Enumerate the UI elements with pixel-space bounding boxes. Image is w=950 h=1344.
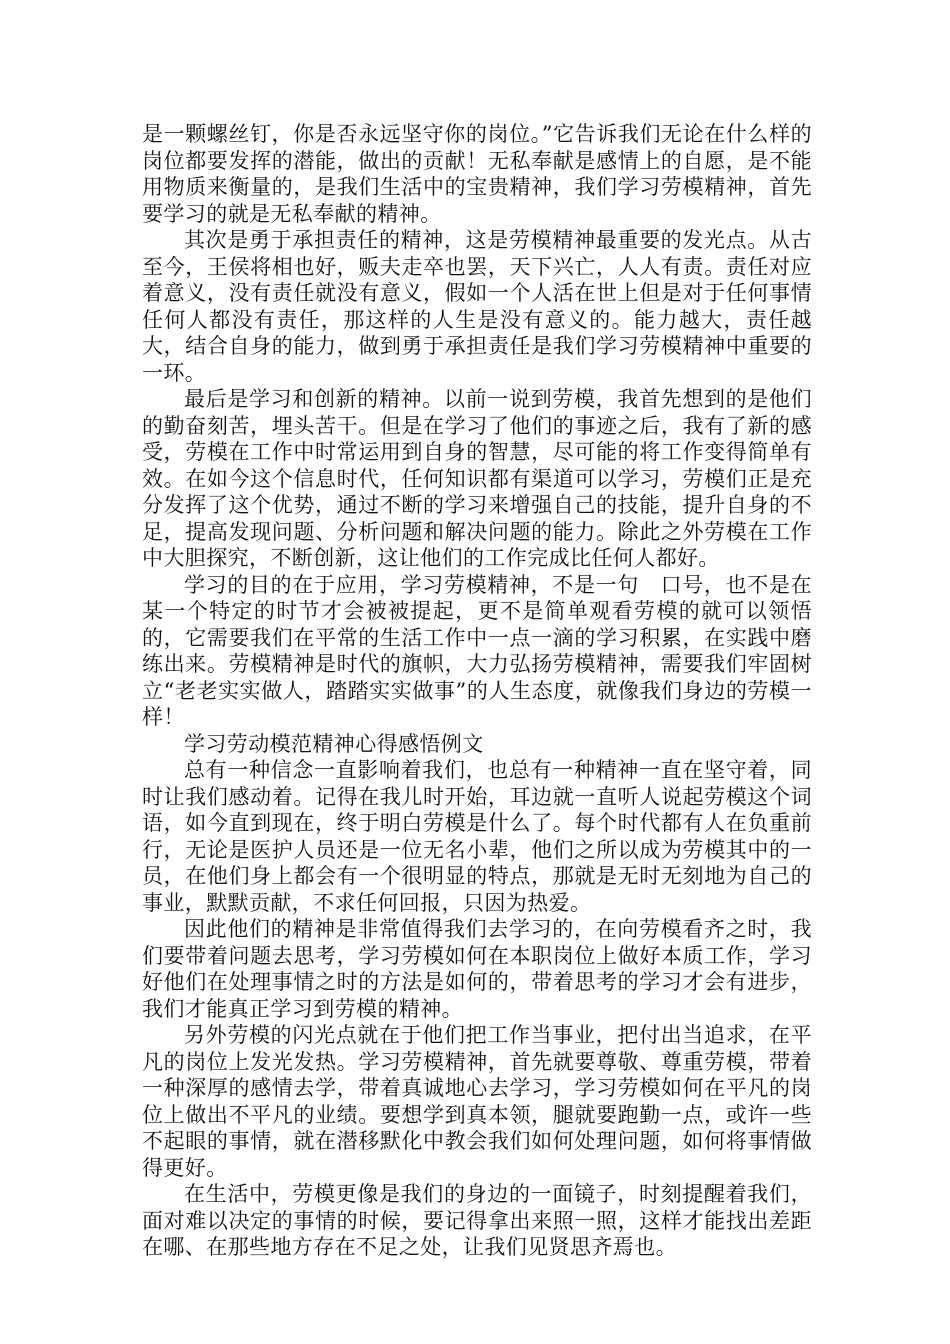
paragraph-responsibility: 其次是勇于承担责任的精神，这是劳模精神最重要的发光点。从古至今，王侯将相也好，贩夫走卒也罢，天下兴亡，人人有责。责任对应着意义，没有责任就没有意义，假如一个人活在世上但是对于任何事情任何人都没有责任，那这样的人生是没有意义的。能力越大，责任越大，结合自身的能力，做到勇于承担责任是我们学习劳模精神中重要的一环。 (142, 228, 812, 385)
document-body (142, 121, 812, 1261)
paragraph-application: 学习的目的在于应用，学习劳模精神，不是一句 口号，也不是在某一个特定的时节才会被被提起，更不是简单观看劳模的就可以领悟的，它需要我们在平常的生活工作中一点一滴的学习积累，在实践中磨练出来。劳模精神是时代的旗帜，大力弘扬劳模精神，需要我们牢固树立“老老实实做人，踏踏实实做事”的人生态度，就像我们身边的劳模一样！ (142, 572, 812, 729)
section-title: 学习劳动模范精神心得感悟例文 (184, 731, 484, 756)
paragraph-belief: 总有一种信念一直影响着我们，也总有一种精神一直在坚守着，同时让我们感动着。记得在我儿时开始，耳边就一直听人说起劳模这个词语，如今直到现在，终于明白劳模是什么了。每个时代都有人在负重前行，无论是医护人员还是一位无名小辈，他们之所以成为劳模其中的一员，在他们身上都会有一个很明显的特点，那就是无时无刻地为自己的事业，默默贡献，不求任何回报，只因为热爱。 (142, 758, 812, 915)
paragraph-continued: 是一颗螺丝钉，你是否永远坚守你的岗位。”它告诉我们无论在什么样的岗位都要发挥的潜能，做出的贡献！无私奉献是感情上的自愿，是不能用物质来衡量的，是我们生活中的宝贵精神，我们学习劳模精神，首先要学习的就是无私奉献的精神。 (142, 122, 812, 226)
paragraph-learning: 因此他们的精神是非常值得我们去学习的，在向劳模看齐之时，我们要带着问题去思考，学习劳模如何在本职岗位上做好本质工作，学习好他们在处理事情之时的方法是如何的，带着思考的学习才会有进步，我们才能真正学习到劳模的精神。 (142, 917, 812, 1021)
paragraph-highlight: 另外劳模的闪光点就在于他们把工作当事业，把付出当追求，在平凡的岗位上发光发热。学习劳模精神，首先就要尊敬、尊重劳模，带着一种深厚的感情去学，带着真诚地心去学习，学习劳模如何在平凡的岗位上做出不平凡的业绩。要想学到真本领，腿就要跑勤一点，或许一些不起眼的事情，就在潜移默化中教会我们如何处理问题，如何将事情做得更好。 (142, 1023, 812, 1180)
paragraph-mirror: 在生活中，劳模更像是我们的身边的一面镜子，时刻提醒着我们，面对难以决定的事情的时候，要记得拿出来照一照，这样才能找出差距在哪、在那些地方存在不足之处，让我们见贤思齐焉也。 (142, 1182, 812, 1259)
paragraph-innovation: 最后是学习和创新的精神。以前一说到劳模，我首先想到的是他们的勤奋刻苦，埋头苦干。但是在学习了他们的事迹之后，我有了新的感受，劳模在工作中时常运用到自身的智慧，尽可能的将工作变得简单有效。在如今这个信息时代，任何知识都有渠道可以学习，劳模们正是充分发挥了这个优势，通过不断的学习来增强自己的技能，提升自身的不足，提高发现问题、分析问题和解决问题的能力。除此之外劳模在工作中大胆探究，不断创新，这让他们的工作完成比任何人都好。 (142, 387, 812, 570)
